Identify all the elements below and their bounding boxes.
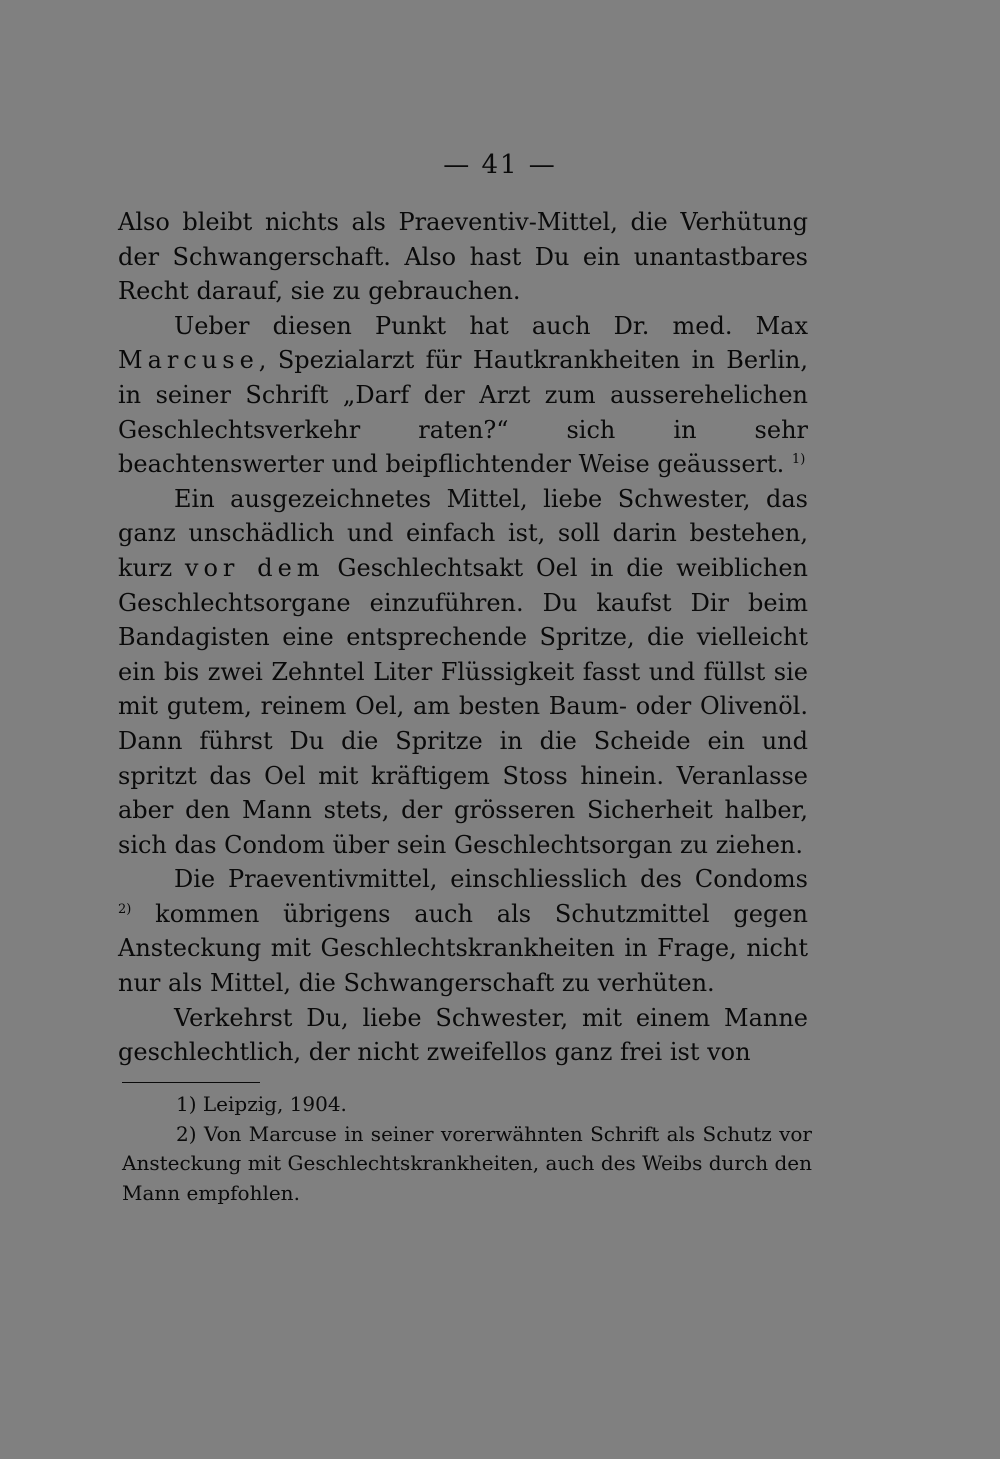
paragraph-3-text-b: Geschlechtsakt Oel in die weiblichen Geschlechtsorgane einzuführen. Du kaufst Dir beim Bandagisten eine entsprechende Spritze, die vielleicht ein bis zwei Zehntel Liter Flüssigkeit fasst und füllst sie mit gutem, reinem Oel, am besten Baum- oder Olivenöl. Dann führst Du die Spritze in die Scheide ein und spritzt das Oel mit kräftigem Stoss hinein. Veranlasse aber den Mann stets, der grösseren Sicherheit halber, sich das Condom über sein Geschlechtsorgan zu ziehen.: [118, 553, 808, 859]
footnote-2: 2) Von Marcuse in seiner vorerwähnten Schrift als Schutz vor Ansteckung mit Geschlechtskrankheiten, auch des Weibs durch den Mann empfohlen.: [122, 1121, 812, 1205]
footnote-1: 1) Leipzig, 1904.: [176, 1092, 347, 1116]
footnote-ref-2: 2): [118, 901, 132, 917]
paragraph-3-text-a: Ein ausgezeichnetes Mittel, liebe Schwester, das ganz unschädlich und einfach ist, soll darin bestehen, kurz: [118, 484, 808, 582]
paragraph-2-text-a: Ueber diesen Punkt hat auch Dr. med. Max: [174, 311, 808, 340]
author-name-spaced: Marcuse: [118, 346, 259, 375]
paragraph-4-text-b: kommen übrigens auch als Schutzmittel gegen Ansteckung mit Geschlechtskrankheiten in Frage, nicht nur als Mittel, die Schwangerschaft zu verhüten.: [118, 899, 808, 998]
page-number: — 41 —: [443, 150, 557, 180]
emphasis-spaced: vor dem: [184, 553, 325, 582]
paragraph-4-text-a: Die Praeventivmittel, einschliesslich des Condoms: [174, 865, 808, 894]
paragraph-2-text-b: , Spezialarzt für Hautkrankheiten in Berlin, in seiner Schrift „Darf der Arzt zum ausserehelichen Geschlechtsverkehr raten?“ sich in sehr beachtenswerter und beipflichtender Weise geäussert.: [118, 346, 808, 479]
paragraph-3: [118, 482, 808, 863]
body-text: [118, 205, 808, 1070]
paragraph-2: [118, 309, 808, 482]
paragraph-1: Also bleibt nichts als Praeventiv-Mittel, die Verhütung der Schwangerschaft. Also hast Du ein unantastbares Recht darauf, sie zu gebrauchen.: [118, 208, 808, 306]
footnotes: [122, 1090, 812, 1208]
paragraph-4: [118, 862, 808, 1000]
paragraph-5: Verkehrst Du, liebe Schwester, mit einem Manne geschlechtlich, der nicht zweifellos ganz frei ist von: [118, 1003, 808, 1067]
footnote-ref-1: 1): [791, 452, 806, 468]
footnote-separator: [122, 1082, 260, 1083]
